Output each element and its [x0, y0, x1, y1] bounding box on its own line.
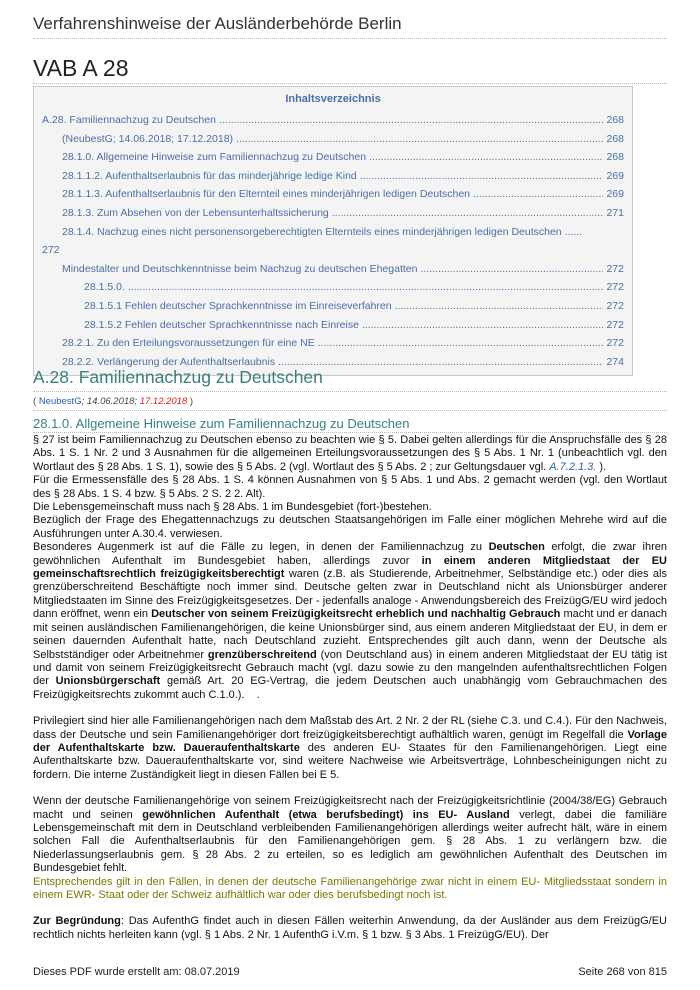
toc-entry[interactable] — [42, 167, 624, 186]
toc-page-number: 271 — [606, 206, 624, 219]
toc-entry-link[interactable]: A.28. Familiennachzug zu Deutschen — [42, 114, 216, 126]
divider — [33, 432, 667, 433]
neubestg-link[interactable]: NeubestG — [38, 396, 82, 407]
table-of-contents — [33, 86, 633, 376]
section-meta — [33, 396, 193, 407]
toc-entry-link[interactable]: 28.1.0. Allgemeine Hinweise zum Familiennachzug zu Deutschen — [62, 151, 367, 164]
toc-entry[interactable] — [42, 316, 624, 335]
footer-created-date: Dieses PDF wurde erstellt am: 08.07.2019 — [33, 966, 240, 978]
toc-page-number: 272 — [606, 337, 624, 350]
paragraph-amended: Entsprechendes gilt in den Fällen, in denen der deutsche Familienangehörige zwar nicht in einem EU- Mitgliedsstaat sondern in einem EWR- Staat oder der Schweiz aufhältlich war oder dies berufsbedingt noch ist. — [33, 875, 667, 901]
toc-entry-link[interactable]: Mindestalter und Deutschkenntnisse beim Nachzug zu deutschen Ehegatten — [62, 262, 418, 275]
toc-page-number: 272 — [606, 262, 624, 275]
toc-entry[interactable] — [42, 204, 624, 223]
toc-page-number: 268 — [606, 114, 624, 126]
toc-heading: Inhaltsverzeichnis — [285, 93, 381, 105]
toc-entry[interactable] — [42, 278, 624, 297]
divider — [33, 83, 667, 84]
section-title: A.28. Familiennachzug zu Deutschen — [33, 367, 323, 387]
reference-link[interactable]: A.7.2.1.3. — [549, 460, 597, 473]
toc-entry-link[interactable]: 28.2.1. Zu den Erteilungsvoraussetzungen für eine NE — [62, 337, 315, 350]
divider — [33, 410, 667, 411]
paragraph: Privilegiert sind hier alle Familienangehörigen nach dem Maßstab des Art. 2 Nr. 2 der RL (siehe C.3. und C.4.). Für den Nachweis, dass der Deutsche und sein Familienangehöriger dort freizügigkeitsberechtigt aufhältlich waren, genügt im Regelfall die Vorlage der Aufenthaltskarte bzw. Daueraufenthaltskarte des anderen EU- Staates für den Familienangehörigen. Liegt eine Aufenthaltskarte bzw. Daueraufenthaltskarte vor, sind weitere Nachweise wie Arbeitsverträge, Lohnbescheinigungen nicht zu fordern. Die interne Zuständigkeit liegt in diesen Fällen bei E 5. — [33, 715, 667, 781]
toc-entry[interactable] — [42, 130, 624, 149]
divider — [33, 391, 667, 392]
toc-entry-link[interactable]: 28.2.2. Verlängerung der Aufenthaltserlaubnis — [62, 355, 276, 368]
toc-entry-link[interactable]: 28.1.5.1 Fehlen deutscher Sprachkenntnisse im Einreiseverfahren — [84, 299, 392, 312]
toc-page-number: 268 — [606, 132, 624, 145]
toc-page-number: 269 — [606, 169, 624, 182]
document-title: VAB A 28 — [33, 55, 129, 81]
toc-page-number: 268 — [606, 151, 624, 164]
toc-page-number: 272 — [606, 281, 624, 294]
toc-entry-link[interactable]: 28.1.4. Nachzug eines nicht personensorgeberechtigten Elternteils eines minderjährigen ledigen Deutschen ...... — [62, 225, 583, 238]
toc-page-number: 269 — [606, 188, 624, 201]
meta-bracket: ) — [187, 396, 194, 407]
toc-page-number: 272 — [606, 299, 624, 312]
paragraph: Besonderes Augenmerk ist auf die Fälle zu legen, in denen der Familiennachzug zu Deutschen erfolgt, die zwar ihren gewöhnlichen Aufenthalt im Bundesgebiet haben, allerdings zuvor in einem anderen Mitgliedstaat der EU gemeinschaftsrechtlich freizügigkeitsberechtigt waren (z.B. als Studierende, Arbeitnehmer, Selbständige etc.) oder dies als grenzüberschreitend Beschäftigte noch immer sind. Deutsche gelten zwar in Deutschland nicht als Unionsbürger anderer Mitgliedstaaten im Sinne des Freizügigkeitsgesetzes. Der - jedenfalls analoge - Anwendungsbereich des FreizügG/EU wird jedoch dann eröffnet, wenn ein Deutscher von seinem Freizügigkeitsrecht erheblich und nachhaltig Gebrauch macht und er danach mit seinen ausländischen Familienangehörigen, die keine Unionsbürger sind, aus einem anderen Mitgliedstaat der EU, in dem er seinen dauernden Aufenthalt hatte, nach Deutschland zuzieht. Entsprechendes gilt auch dann, wenn der Deutsche als Selbstständiger oder Arbeitnehmer grenzüberschreitend (von Deutschland aus) in einem anderen Mitgliedstaat der EU tätig ist und damit von seinem Freizügigkeitsrecht Gebrauch macht (vgl. dazu sowie zu den mangelnden aufenthaltsrechtlichen Folgen der Unionsbürgerschaft gemäß Art. 20 EG-Vertrag, die jedem Deutschen auch unabhängig vom Gebrauchmachen des Freizügigkeitsrechts zukommt auch C.1.0.). . — [33, 541, 667, 701]
paragraph: Für die Ermessensfälle des § 28 Abs. 1 S. 4 können Ausnahmen von § 5 Abs. 1 und Abs. 2 gemacht werden (vgl. den Wortlaut des § 28 Abs. 1 S. 4 bzw. § 5 Abs. 2 S. 2 2. Alt). — [33, 474, 667, 500]
toc-entry[interactable] — [42, 111, 624, 130]
divider — [33, 38, 667, 39]
paragraph: Die Lebensgemeinschaft muss nach § 28 Abs. 1 im Bundesgebiet (fort-)bestehen. — [33, 501, 432, 514]
site-title: Verfahrenshinweise der Ausländerbehörde Berlin — [33, 14, 402, 33]
paragraph: Wenn der deutsche Familienangehörige von seinem Freizügigkeitsrecht nach der Freizügigkeitsrichtlinie (2004/38/EG) Gebrauch macht und seinen gewöhnlichen Aufenthalt (etwa berufsbedingt) ins EU- Ausland verlegt, dabei die familiäre Lebensgemeinschaft mit dem in Deutschland verbleibenden Familienangehörigen allerdings weiter aufrecht hält, wäre in einem solchen Fall die Aufenthaltserlaubnis für den Familienangehörigen gem. § 28 Abs. 1 zu verlängern bzw. die Niederlassungserlaubnis gem. § 28 Abs. 2 zu erteilen, so es lediglich am gewöhnlichen Aufenthalt des Deutschen im Bundesgebiet fehlt. — [33, 795, 667, 875]
paragraph: § 27 ist beim Familiennachzug zu Deutschen ebenso zu beachten wie § 5. Dabei gelten allerdings für die Anspruchsfälle des § 28 Abs. 1 S. 1 Nr. 2 und 3 Ausnahmen für die allgemeinen Erteilungsvoraussetzungen des § 5 Abs. 1 Nr. 1 (unbeachtlich vgl. den Wortlaut des § 28 Abs. 1 S. 1), sowie des § 5 Abs. 2 (vgl. Wortlaut des § 5 Abs. 2 ; zur Geltungsdauer vgl. A.7.2.1.3. ). — [33, 434, 667, 473]
toc-entry-link[interactable]: 28.1.1.2. Aufenthaltserlaubnis für das minderjährige ledige Kind — [62, 169, 357, 182]
toc-page-number: 272 — [42, 244, 60, 257]
toc-entry[interactable] — [42, 297, 624, 316]
toc-entry[interactable] — [42, 148, 624, 167]
footer-page-number: Seite 268 von 815 — [578, 966, 667, 978]
body-text — [33, 434, 667, 942]
toc-page-number: 272 — [606, 318, 624, 331]
toc-page-number: 274 — [606, 355, 624, 368]
toc-entry-link[interactable]: 28.1.3. Zum Absehen von der Lebensunterhaltssicherung — [62, 206, 329, 219]
toc-entry-link[interactable]: 28.1.5.0. — [84, 281, 125, 294]
toc-entry-link[interactable]: (NeubestG; 14.06.2018; 17.12.2018) — [62, 132, 234, 145]
subsection-title: 28.1.0. Allgemeine Hinweise zum Familiennachzug zu Deutschen — [33, 416, 410, 431]
meta-date: ; 14.06.2018; — [81, 396, 138, 407]
paragraph: Zur Begründung: Das AufenthG findet auch in diesen Fällen weiterhin Anwendung, da der Ausländer aus dem FreizügG/EU rechtlich nichts herleiten kann (vgl. § 1 Abs. 2 Nr. 1 AufenthG i.V.m. § 1 bzw. § 3 Abs. 1 FreizügG/EU). Der — [33, 915, 667, 941]
toc-entry[interactable] — [42, 223, 624, 260]
toc-entry-link[interactable]: 28.1.5.2 Fehlen deutscher Sprachkenntnisse nach Einreise — [84, 318, 359, 331]
meta-bracket: ( — [33, 396, 39, 407]
toc-entry-link[interactable]: 28.1.1.3. Aufenthaltserlaubnis für den Elternteil eines minderjährigen ledigen Deutschen — [62, 188, 471, 201]
paragraph: Bezüglich der Frage des Ehegattennachzugs zu deutschen Staatsangehörigen im Falle einer möglichen Mehrehe wird auf die Ausführungen unter A.30.4. verwiesen. — [33, 514, 667, 540]
toc-entry[interactable] — [42, 260, 624, 279]
toc-entry[interactable] — [42, 334, 624, 353]
meta-date-updated: 17.12.2018 — [139, 396, 188, 407]
toc-entry[interactable] — [42, 185, 624, 204]
